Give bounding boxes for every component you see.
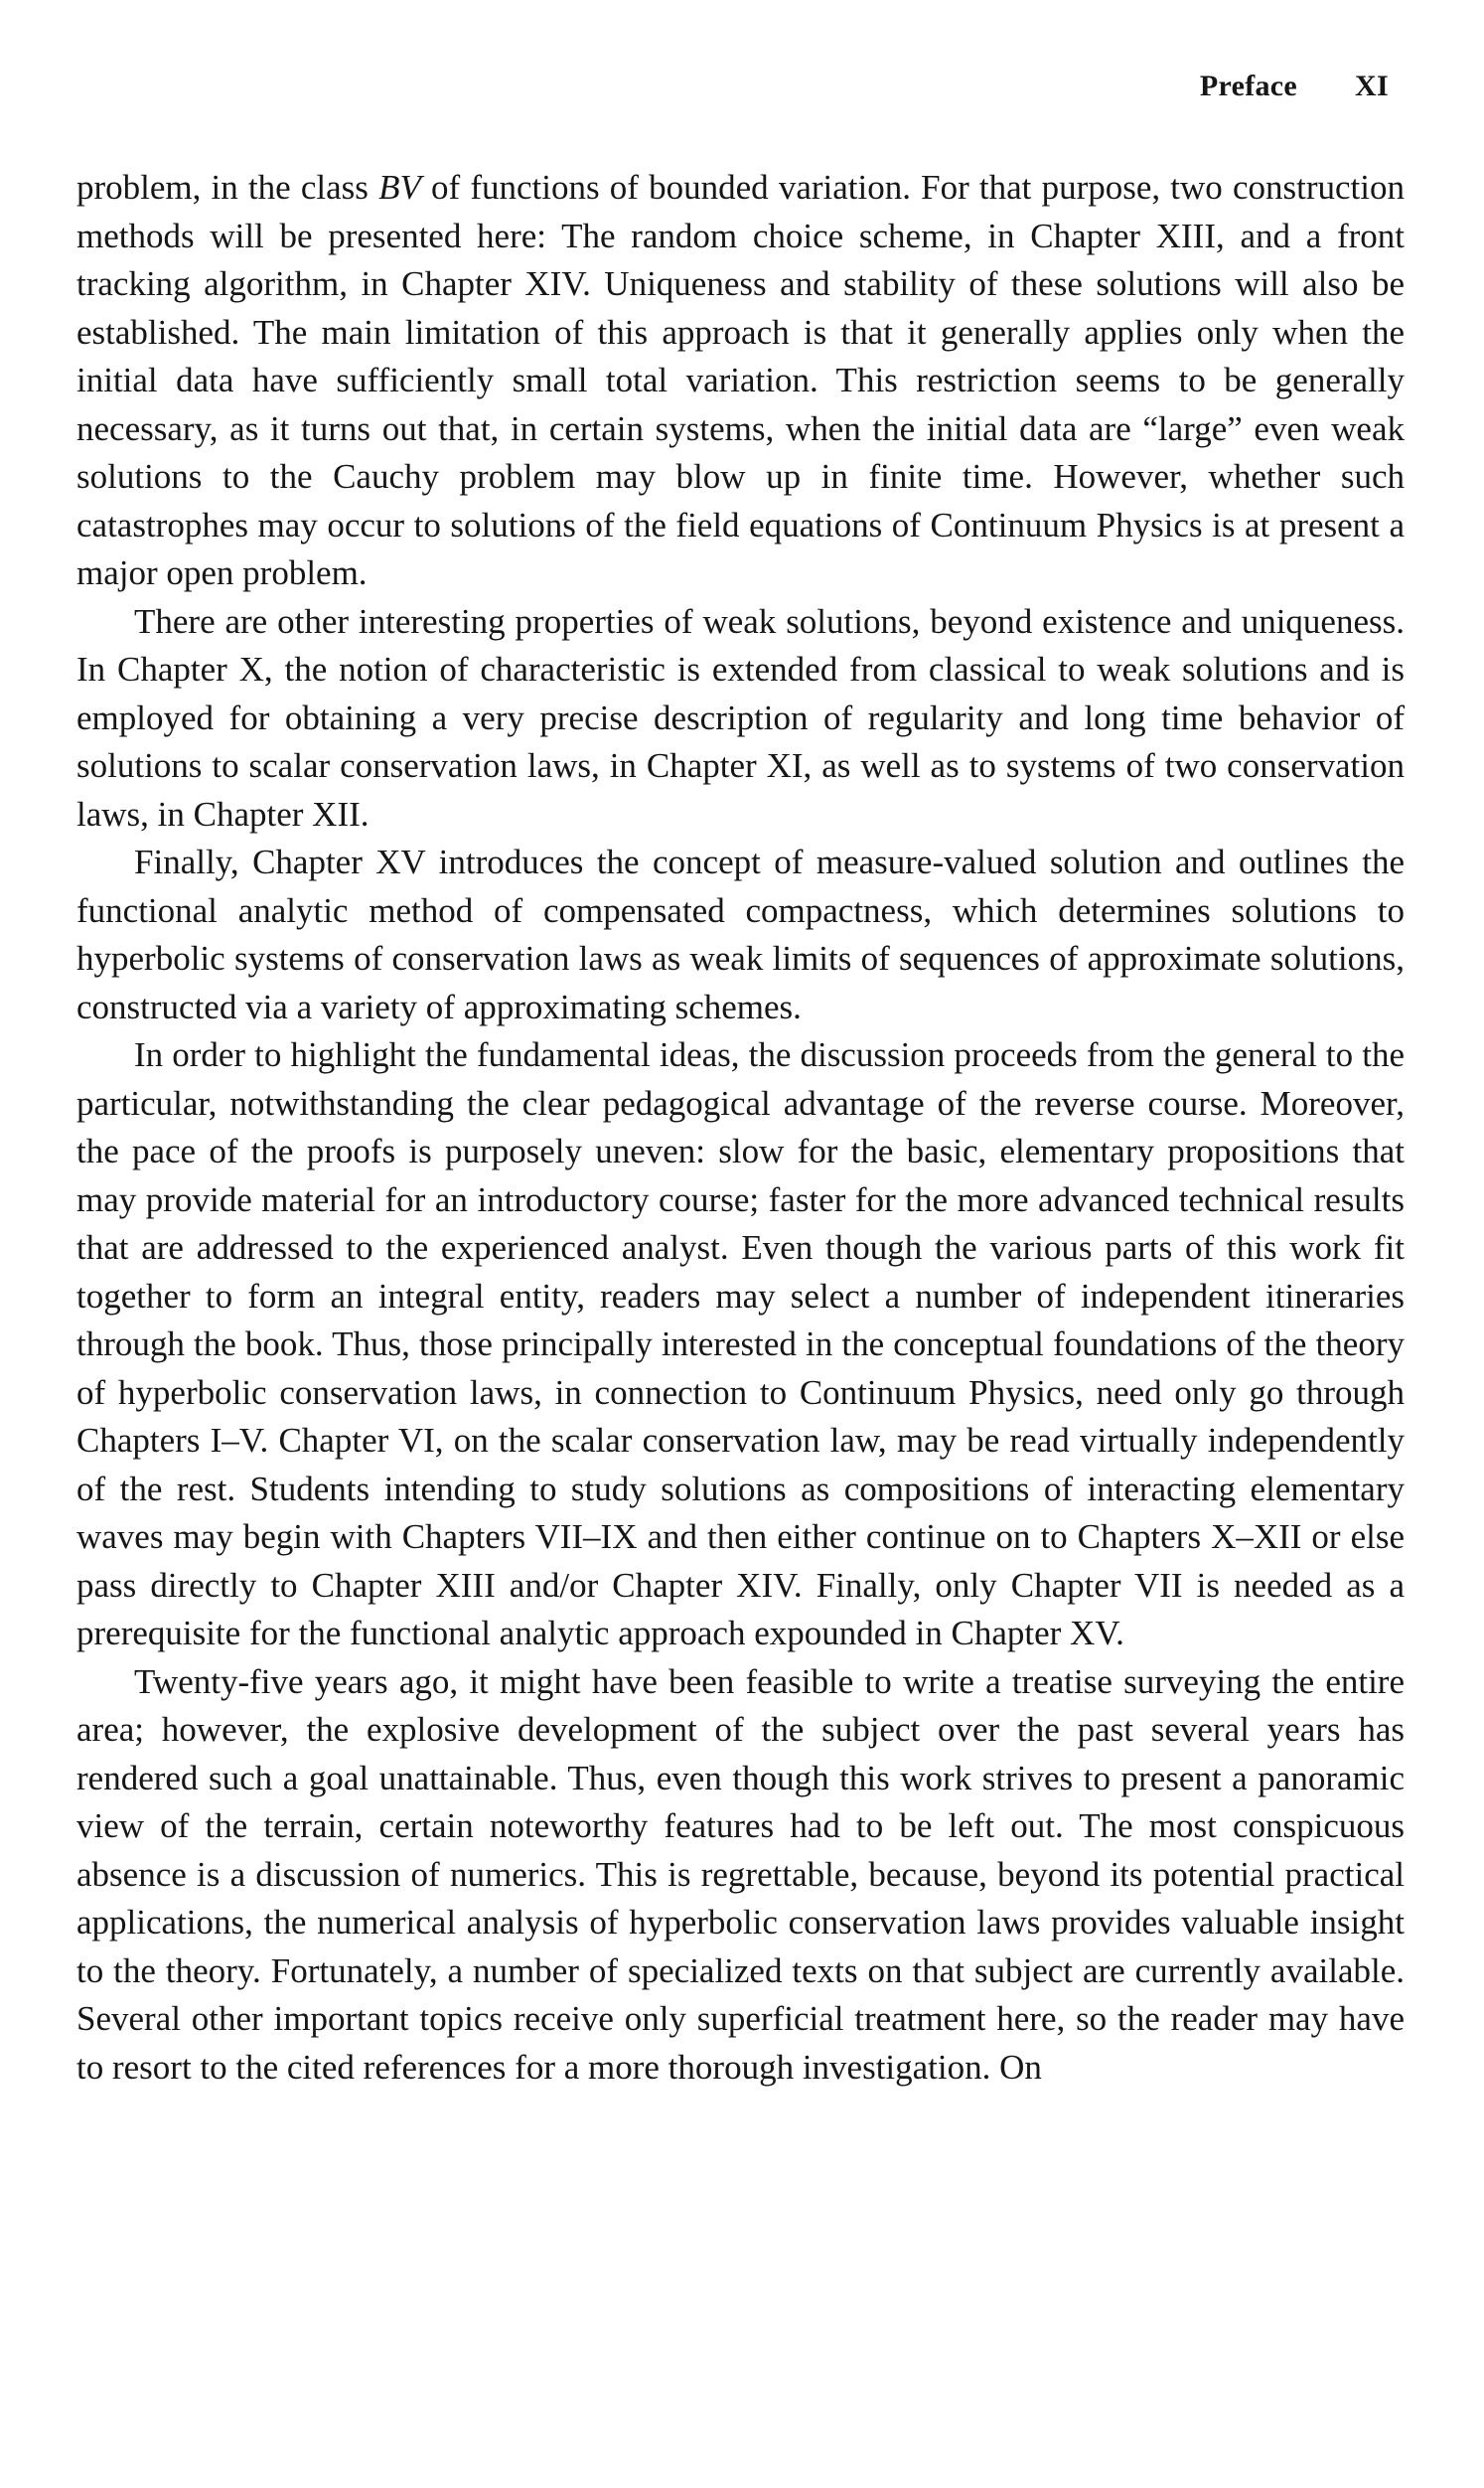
paragraph-text: of functions of bounded variation. For that purpose, two construction methods will be presented here: The random choice scheme, in Chapter XIII, and a front tracking algorithm, in Chapter XIV. Uniqueness and stability of these solutions will also be established. The main limitation of this approach is that it generally applies only when the initial data have sufficiently small total variation. This restriction seems to be generally necessary, as it turns out that, in certain systems, when the initial data are “large” even weak solutions to the Cauchy problem may blow up in finite time. However, whether such catastrophes may occur to solutions of the field equations of Continuum Physics is at present a major open problem. <box>76 168 1405 592</box>
paragraph: Twenty-five years ago, it might have been feasible to write a treatise surveying the entire area; however, the explosive development of the subject over the past several years has rendered such a goal unattainable. Thus, even though this work strives to present a panoramic view of the terrain, certain noteworthy features had to be left out. The most conspicuous absence is a discussion of numerics. This is regrettable, because, beyond its potential practical applications, the numerical analysis of hyperbolic conservation laws provides valuable insight to the theory. Fortunately, a number of specialized texts on that subject are currently available. Several other important topics receive only superficial treatment here, so the reader may have to resort to the cited references for a more thorough investigation. On <box>76 1661 1405 2087</box>
paragraph: Finally, Chapter XV introduces the concept of measure-valued solution and outlines the functional analytic method of compensated compactness, which determines solutions to hyperbolic systems of conservation laws as weak limits of sequences of approximate solutions, constructed via a variety of approximating schemes. <box>76 843 1405 1026</box>
math-symbol-bv: BV <box>378 168 421 207</box>
page-number: XI <box>1355 70 1389 102</box>
paragraph: In order to highlight the fundamental ideas, the discussion proceeds from the general to the particular, notwithstanding the clear pedagogical advantage of the reverse course. Moreover, the pace of the proofs is purposely uneven: slow for the basic, elementary propositions that may provide material for an introductory course; faster for the more advanced technical results that are addressed to the experienced analyst. Even though the various parts of this work fit together to form an integral entity, readers may select a number of independent itineraries through the book. Thus, those principally interested in the conceptual foundations of the theory of hyperbolic conservation laws, in connection to Continuum Physics, need only go through Chapters I–V. Chapter VI, on the scalar conservation law, may be read virtually independently of the rest. Students intending to study solutions as compositions of interacting elementary waves may begin with Chapters VII–IX and then either continue on to Chapters X–XII or else pass directly to Chapter XIII and/or Chapter XIV. Finally, only Chapter VII is needed as a prerequisite for the functional analytic approach expounded in Chapter XV. <box>76 1035 1405 1652</box>
running-head <box>1200 70 1389 103</box>
paragraph: There are other interesting properties of weak solutions, beyond existence and uniqueness. In Chapter X, the notion of characteristic is extended from classical to weak solutions and is employed for obtaining a very precise description of regularity and long time behavior of solutions to scalar conservation laws, in Chapter XI, as well as to systems of two conservation laws, in Chapter XII. <box>76 601 1405 834</box>
section-title: Preface <box>1199 70 1298 102</box>
paragraph-text: problem, in the class <box>76 168 379 207</box>
body-text <box>76 164 1405 2092</box>
paragraph-continued <box>76 164 1405 598</box>
